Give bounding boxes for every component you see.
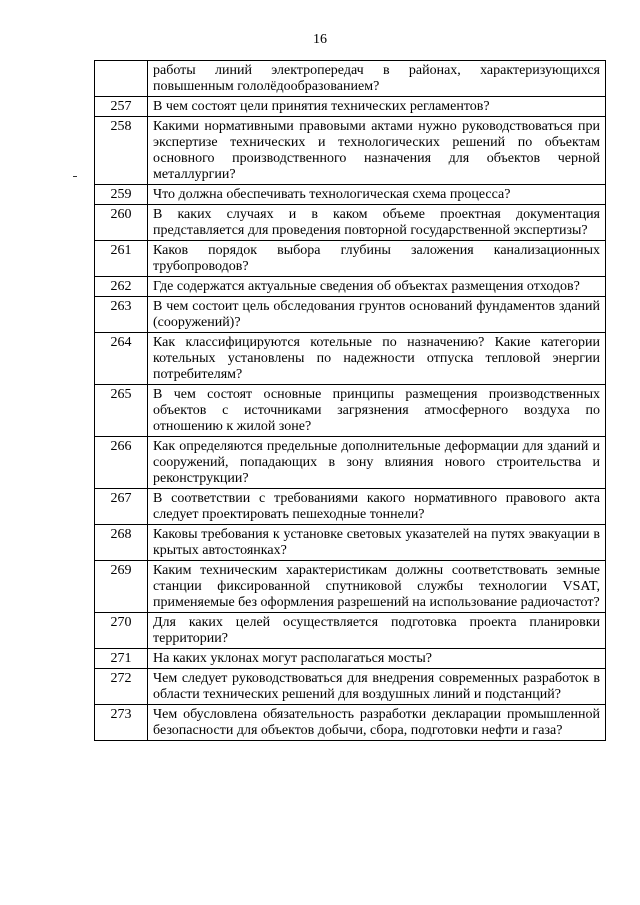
table-row — [95, 61, 606, 97]
question-text: Для каких целей осуществляется подготовка проекта планировки территории? — [148, 613, 606, 649]
table-row — [95, 297, 606, 333]
question-text: Какими нормативными правовыми актами нужно руководствоваться при экспертизе технических и технологических решений по объектам основного производственного назначения для объектов черной металлургии? — [148, 117, 606, 185]
question-text: В чем состоят цели принятия технических регламентов? — [148, 97, 606, 117]
page-number: 16 — [313, 32, 327, 47]
row-number: 267 — [95, 489, 148, 525]
row-number: 257 — [95, 97, 148, 117]
table-row — [95, 277, 606, 297]
row-number: 261 — [95, 241, 148, 277]
question-text: В соответствии с требованиями какого нормативного правового акта следует проектировать пешеходные тоннели? — [148, 489, 606, 525]
table-row — [95, 97, 606, 117]
table-row — [95, 117, 606, 185]
row-number: 263 — [95, 297, 148, 333]
row-number: 259 — [95, 185, 148, 205]
stray-mark — [73, 176, 77, 177]
table-row — [95, 185, 606, 205]
question-text: Каким техническим характеристикам должны соответствовать земные станции фиксированной спутниковой службы технологии VSAT, применяемые без оформления разрешений на использование радиочастот? — [148, 561, 606, 613]
table-row — [95, 437, 606, 489]
row-number: 273 — [95, 705, 148, 741]
row-number: 270 — [95, 613, 148, 649]
table-row — [95, 385, 606, 437]
row-number: 271 — [95, 649, 148, 669]
table-row — [95, 525, 606, 561]
row-number: 258 — [95, 117, 148, 185]
question-text: Как классифицируются котельные по назначению? Какие категории котельных установлены по надежности отпуска тепловой энергии потребителям? — [148, 333, 606, 385]
row-number: 260 — [95, 205, 148, 241]
question-text: В каких случаях и в каком объеме проектная документация представляется для проведения повторной государственной экспертизы? — [148, 205, 606, 241]
row-number: 268 — [95, 525, 148, 561]
question-text: В чем состоят основные принципы размещения производственных объектов с источниками загрязнения атмосферного воздуха по отношению к жилой зоне? — [148, 385, 606, 437]
question-text: Каковы требования к установке световых указателей на путях эвакуации в крытых автостоянках? — [148, 525, 606, 561]
table-row — [95, 669, 606, 705]
question-text: В чем состоит цель обследования грунтов оснований фундаментов зданий (сооружений)? — [148, 297, 606, 333]
questions-table — [94, 60, 606, 741]
row-number: 272 — [95, 669, 148, 705]
questions-table-body — [95, 61, 606, 741]
question-text: работы линий электропередач в районах, характеризующихся повышенным гололёдообразованием? — [148, 61, 606, 97]
table-row — [95, 241, 606, 277]
question-text: Что должна обеспечивать технологическая схема процесса? — [148, 185, 606, 205]
question-text: Чем следует руководствоваться для внедрения современных разработок в области технических решений для воздушных линий и подстанций? — [148, 669, 606, 705]
question-text: Каков порядок выбора глубины заложения канализационных трубопроводов? — [148, 241, 606, 277]
question-text: Чем обусловлена обязательность разработки декларации промышленной безопасности для объектов добычи, сбора, подготовки нефти и газа? — [148, 705, 606, 741]
row-number: 266 — [95, 437, 148, 489]
table-row — [95, 333, 606, 385]
table-row — [95, 705, 606, 741]
question-text: Где содержатся актуальные сведения об объектах размещения отходов? — [148, 277, 606, 297]
table-row — [95, 489, 606, 525]
table-row — [95, 205, 606, 241]
row-number: 262 — [95, 277, 148, 297]
table-row — [95, 613, 606, 649]
row-number: 264 — [95, 333, 148, 385]
question-text: Как определяются предельные дополнительные деформации для зданий и сооружений, попадающих в зону влияния нового строительства и реконструкции? — [148, 437, 606, 489]
row-number — [95, 61, 148, 97]
question-text: На каких уклонах могут располагаться мосты? — [148, 649, 606, 669]
table-row — [95, 649, 606, 669]
row-number: 269 — [95, 561, 148, 613]
table-row — [95, 561, 606, 613]
row-number: 265 — [95, 385, 148, 437]
